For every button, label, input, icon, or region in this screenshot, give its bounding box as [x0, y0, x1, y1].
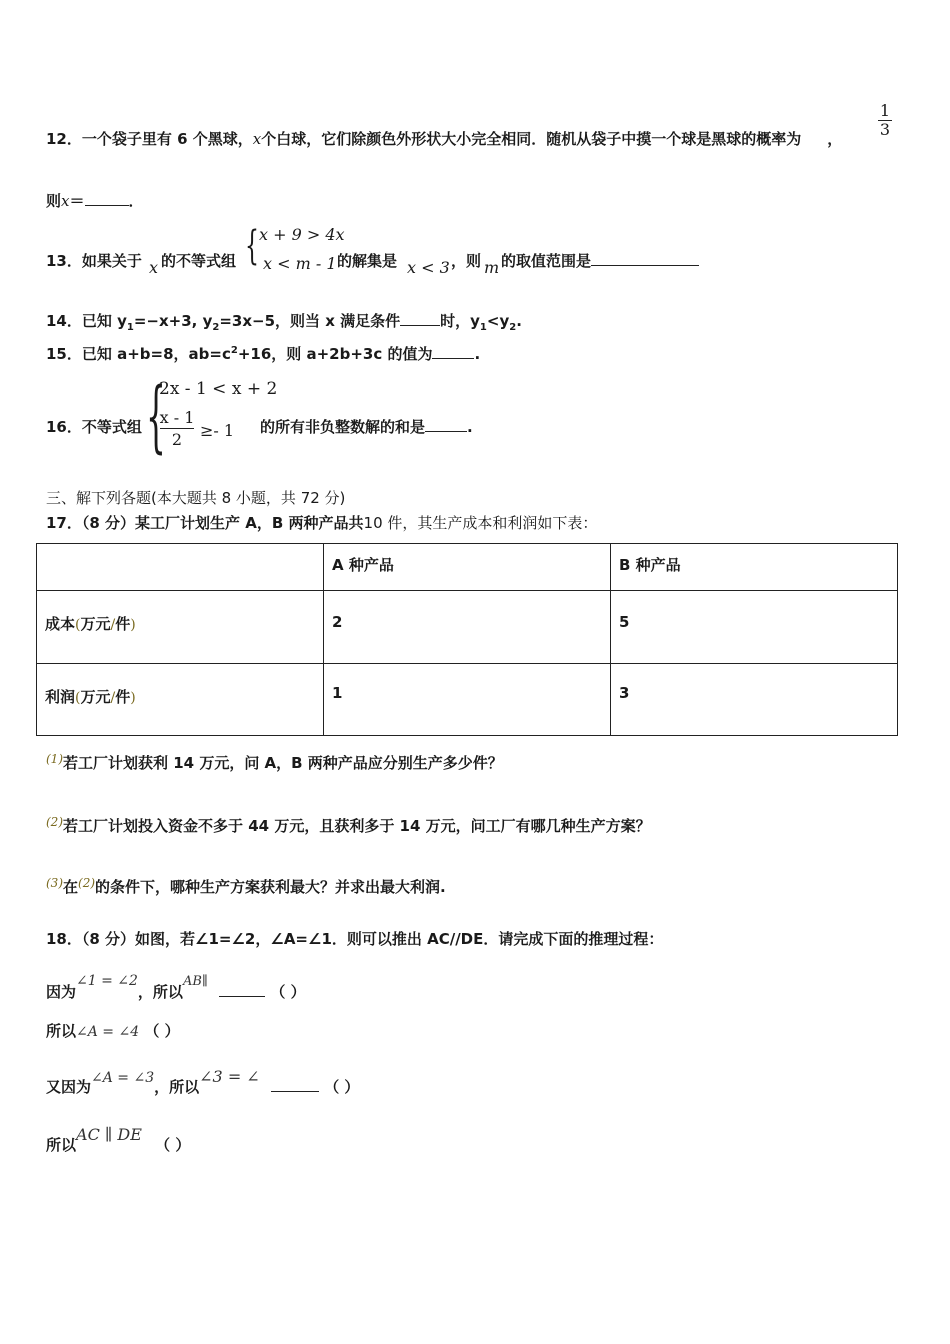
q17-intro-bold: 17．（8 分）某工厂计划生产 A，B 两种产品共 [46, 514, 364, 532]
q14-text6: . [516, 312, 522, 330]
q13-var-x: x [149, 258, 159, 277]
q18-line1 [46, 973, 306, 1002]
q17-sub2-text: 若工厂计划投入资金不多于 44 万元，且获利多于 14 万元，问工厂有哪几种生产方案？ [63, 817, 651, 835]
q12-answer-blank[interactable] [85, 191, 129, 206]
q18-intro: 18．（8 分）如图，若∠1=∠2，∠A=∠1．则可以推出 AC//DE．请完成下面的推理过程： [46, 930, 664, 948]
q16-end: . [467, 418, 473, 436]
table-header-row [37, 544, 898, 591]
q12-fraction [877, 102, 893, 139]
unit-slash: / [110, 617, 116, 633]
q12-line2-prefix: 则 [46, 192, 62, 210]
table-cell: 2 [324, 591, 611, 664]
q15-text1: 15．已知 a+b=8，ab=c [46, 345, 231, 363]
q13-var-m: m [484, 258, 500, 277]
unit-paren-close: ) [130, 617, 136, 633]
q13-answer-blank[interactable] [591, 251, 699, 266]
q16-answer-blank[interactable] [425, 417, 467, 432]
q18-l3-blank[interactable] [271, 1077, 319, 1092]
q14-sub1: 1 [126, 322, 134, 333]
q17-sub3-tag: (3) [46, 876, 63, 890]
section3-title: 三、解下列各题(本大题共 8 小题，共 72 分) [46, 489, 346, 507]
table-cell: 1 [324, 664, 611, 736]
q18-l1-math2: AB∥ [182, 974, 208, 989]
q16-ineq2-rest: ≥- 1 [200, 421, 235, 440]
q13-mid2: 的解集是 [337, 252, 398, 270]
table-row [37, 664, 898, 736]
q18-l3-math: ∠A = ∠3 [91, 1070, 155, 1086]
q12-fraction-den: 3 [879, 120, 891, 139]
q17-sub3-b: 的条件下，哪种生产方案获利最大？并求出最大利润. [95, 878, 446, 896]
q18-l1-b: ，所以 [137, 983, 183, 1001]
q17-sub3 [46, 876, 446, 897]
q18-l1-paren: （ ） [270, 983, 306, 1001]
q14-text5: <y [486, 312, 510, 330]
unit-paren-open: ( [75, 617, 81, 633]
q13-ineq1: x + 9 > 4x [259, 225, 345, 244]
q16-frac-num: x - 1 [159, 408, 195, 427]
q17-sub3-ref: (2) [78, 876, 96, 890]
q18-line3 [46, 1067, 359, 1097]
q15-sup: 2 [230, 345, 238, 356]
q13-suffix-text: 的取值范围是 [501, 252, 592, 270]
q12-text-end: ， [827, 130, 843, 148]
q14-sub3: 1 [479, 322, 487, 333]
q14-line [46, 310, 522, 333]
unit-paren-open: ( [75, 690, 81, 706]
table-row-label [37, 591, 324, 664]
q13-solution: x < 3 [407, 258, 450, 277]
q14-sub4: 2 [509, 322, 517, 333]
q14-answer-blank[interactable] [400, 311, 440, 326]
q15-answer-blank[interactable] [432, 344, 474, 359]
q12-line2-var: x [61, 192, 70, 210]
q18-l4-math: AC ∥ DE [76, 1125, 142, 1144]
q18-line2 [46, 1020, 180, 1041]
table-cell: 3 [611, 664, 898, 736]
q17-sub1-text: 若工厂计划获利 14 万元，问 A，B 两种产品应分别生产多少件？ [63, 754, 503, 772]
q13-mid: 的不等式组 [161, 252, 237, 270]
q12-var-x: x [252, 130, 262, 148]
q13-suffix [501, 250, 699, 271]
unit-text: 件 [115, 615, 131, 633]
q18-l3-b: ，所以 [154, 1078, 200, 1096]
q13-brace: { [245, 223, 259, 269]
q18-l4-paren: （ ） [155, 1136, 191, 1154]
q14-text2: =−x+3, y [133, 312, 213, 330]
q16-suffix-line [260, 416, 473, 437]
q18-l1-a: 因为 [46, 983, 77, 1001]
table-row [37, 591, 898, 664]
q16-suffix: 的所有非负整数解的和是 [260, 418, 426, 436]
q16-prefix: 16．不等式组 [46, 418, 142, 436]
q17-sub3-a: 在 [63, 878, 79, 896]
q12-fraction-num: 1 [879, 101, 891, 120]
table-row-label [37, 664, 324, 736]
q12-line2-end: ． [128, 192, 144, 210]
table-header-cell [37, 544, 324, 591]
unit-text: 万元 [80, 688, 111, 706]
row-label-text: 成本 [45, 615, 76, 633]
q17-sub2 [46, 815, 651, 836]
q16-ineq1: 2x - 1 < x + 2 [159, 379, 278, 399]
q18-l3-math2: ∠3 = ∠ [199, 1067, 260, 1086]
q16-brace: { [146, 372, 166, 462]
unit-paren-close: ) [130, 690, 136, 706]
q14-text3: =3x−5，则当 x 满足条件 [219, 312, 401, 330]
q15-end: . [474, 345, 481, 363]
q14-text4: 时，y [440, 312, 480, 330]
q18-l1-blank[interactable] [219, 982, 265, 997]
unit-text: 件 [115, 688, 131, 706]
q14-text1: 14．已知 y [46, 312, 127, 330]
q17-intro-normal: 10 件，其生产成本和利润如下表： [363, 514, 598, 532]
q15-text2: +16，则 a+2b+3c 的值为 [237, 345, 433, 363]
q17-intro [46, 512, 597, 533]
q17-sub1 [46, 752, 503, 773]
q18-l1-math: ∠1 = ∠2 [76, 973, 138, 989]
q15-line [46, 343, 480, 364]
row-label-text: 利润 [45, 688, 76, 706]
q14-sub2: 2 [212, 322, 220, 333]
q12-line1 [46, 128, 842, 149]
q17-sub2-tag: (2) [46, 815, 63, 829]
q18-line4 [46, 1125, 190, 1155]
table-header-cell: B 种产品 [611, 544, 898, 591]
q18-l2-math: ∠A = ∠4 [76, 1024, 140, 1040]
q18-l3-paren: （ ） [324, 1078, 360, 1096]
q17-product-table [36, 543, 898, 736]
table-cell: 5 [611, 591, 898, 664]
q18-l2-paren: （ ） [144, 1022, 180, 1040]
table-header-cell: A 种产品 [324, 544, 611, 591]
q12-text-b: 个白球，它们除颜色外形状大小完全相同．随机从袋子中摸一个球是黑球的概率为 [261, 130, 802, 148]
q18-l3-a: 又因为 [46, 1078, 92, 1096]
q16-fraction [159, 408, 195, 451]
unit-text: 万元 [80, 615, 111, 633]
q12-line2 [46, 190, 144, 211]
q16-frac-den: 2 [171, 430, 183, 449]
q13-mid3: ，则 [451, 252, 482, 270]
q13-prefix: 13．如果关于 [46, 252, 142, 270]
q13-ineq2: x < m - 1 [263, 254, 337, 273]
q18-l4-a: 所以 [46, 1136, 77, 1154]
q17-sub1-tag: (1) [46, 752, 63, 766]
q12-text-a: 12．一个袋子里有 6 个黑球， [46, 130, 253, 148]
q12-line2-eq: ＝ [69, 192, 85, 210]
q18-l2-a: 所以 [46, 1022, 77, 1040]
unit-slash: / [110, 690, 116, 706]
